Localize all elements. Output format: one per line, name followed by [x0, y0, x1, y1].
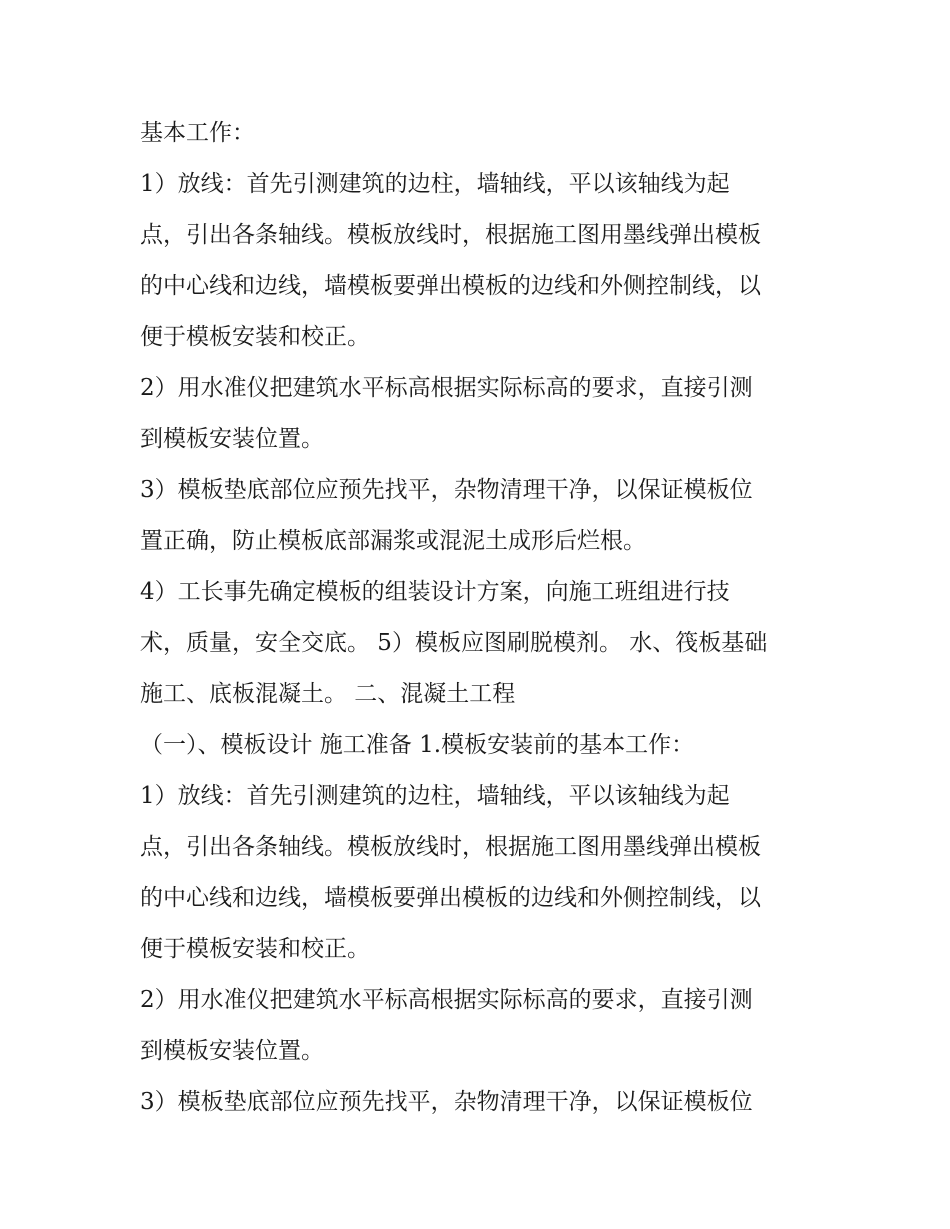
text-line: 4）工长事先确定模板的组装设计方案，向施工班组进行技 — [140, 579, 730, 605]
text-line: 1）放线：首先引测建筑的边柱，墙轴线，平以该轴线为起 — [140, 171, 730, 197]
text-line: 2）用水准仪把建筑水平标高根据实际标高的要求，直接引测 — [140, 375, 753, 401]
text-line: 点，引出各条轴线。模板放线时，根据施工图用墨线弹出模板 — [140, 834, 761, 860]
text-line: 的中心线和边线，墙模板要弹出模板的边线和外侧控制线，以 — [140, 273, 761, 299]
text-line: 基本工作： — [140, 120, 255, 146]
text-line: 的中心线和边线，墙模板要弹出模板的边线和外侧控制线，以 — [140, 885, 761, 911]
text-line: 3）模板垫底部位应预先找平，杂物清理干净，以保证模板位 — [140, 477, 753, 503]
text-line: 便于模板安装和校正。 — [140, 324, 370, 350]
text-line: 2）用水准仪把建筑水平标高根据实际标高的要求，直接引测 — [140, 987, 753, 1013]
text-line: 便于模板安装和校正。 — [140, 936, 370, 962]
text-line: 到模板安装位置。 — [140, 1038, 324, 1064]
document-body — [140, 108, 830, 1128]
text-line: （一）、模板设计 施工准备 1.模板安装前的基本工作： — [140, 732, 695, 758]
text-line: 到模板安装位置。 — [140, 426, 324, 452]
text-line: 术，质量，安全交底。 5）模板应图刷脱模剂。 水、筏板基础 — [140, 630, 768, 656]
text-line: 置正确，防止模板底部漏浆或混泥土成形后烂根。 — [140, 528, 646, 554]
text-line: 3）模板垫底部位应预先找平，杂物清理干净，以保证模板位 — [140, 1089, 753, 1115]
text-line: 1）放线：首先引测建筑的边柱，墙轴线，平以该轴线为起 — [140, 783, 730, 809]
text-line: 点，引出各条轴线。模板放线时，根据施工图用墨线弹出模板 — [140, 222, 761, 248]
text-line: 施工、底板混凝土。 二、混凝土工程 — [140, 681, 516, 707]
